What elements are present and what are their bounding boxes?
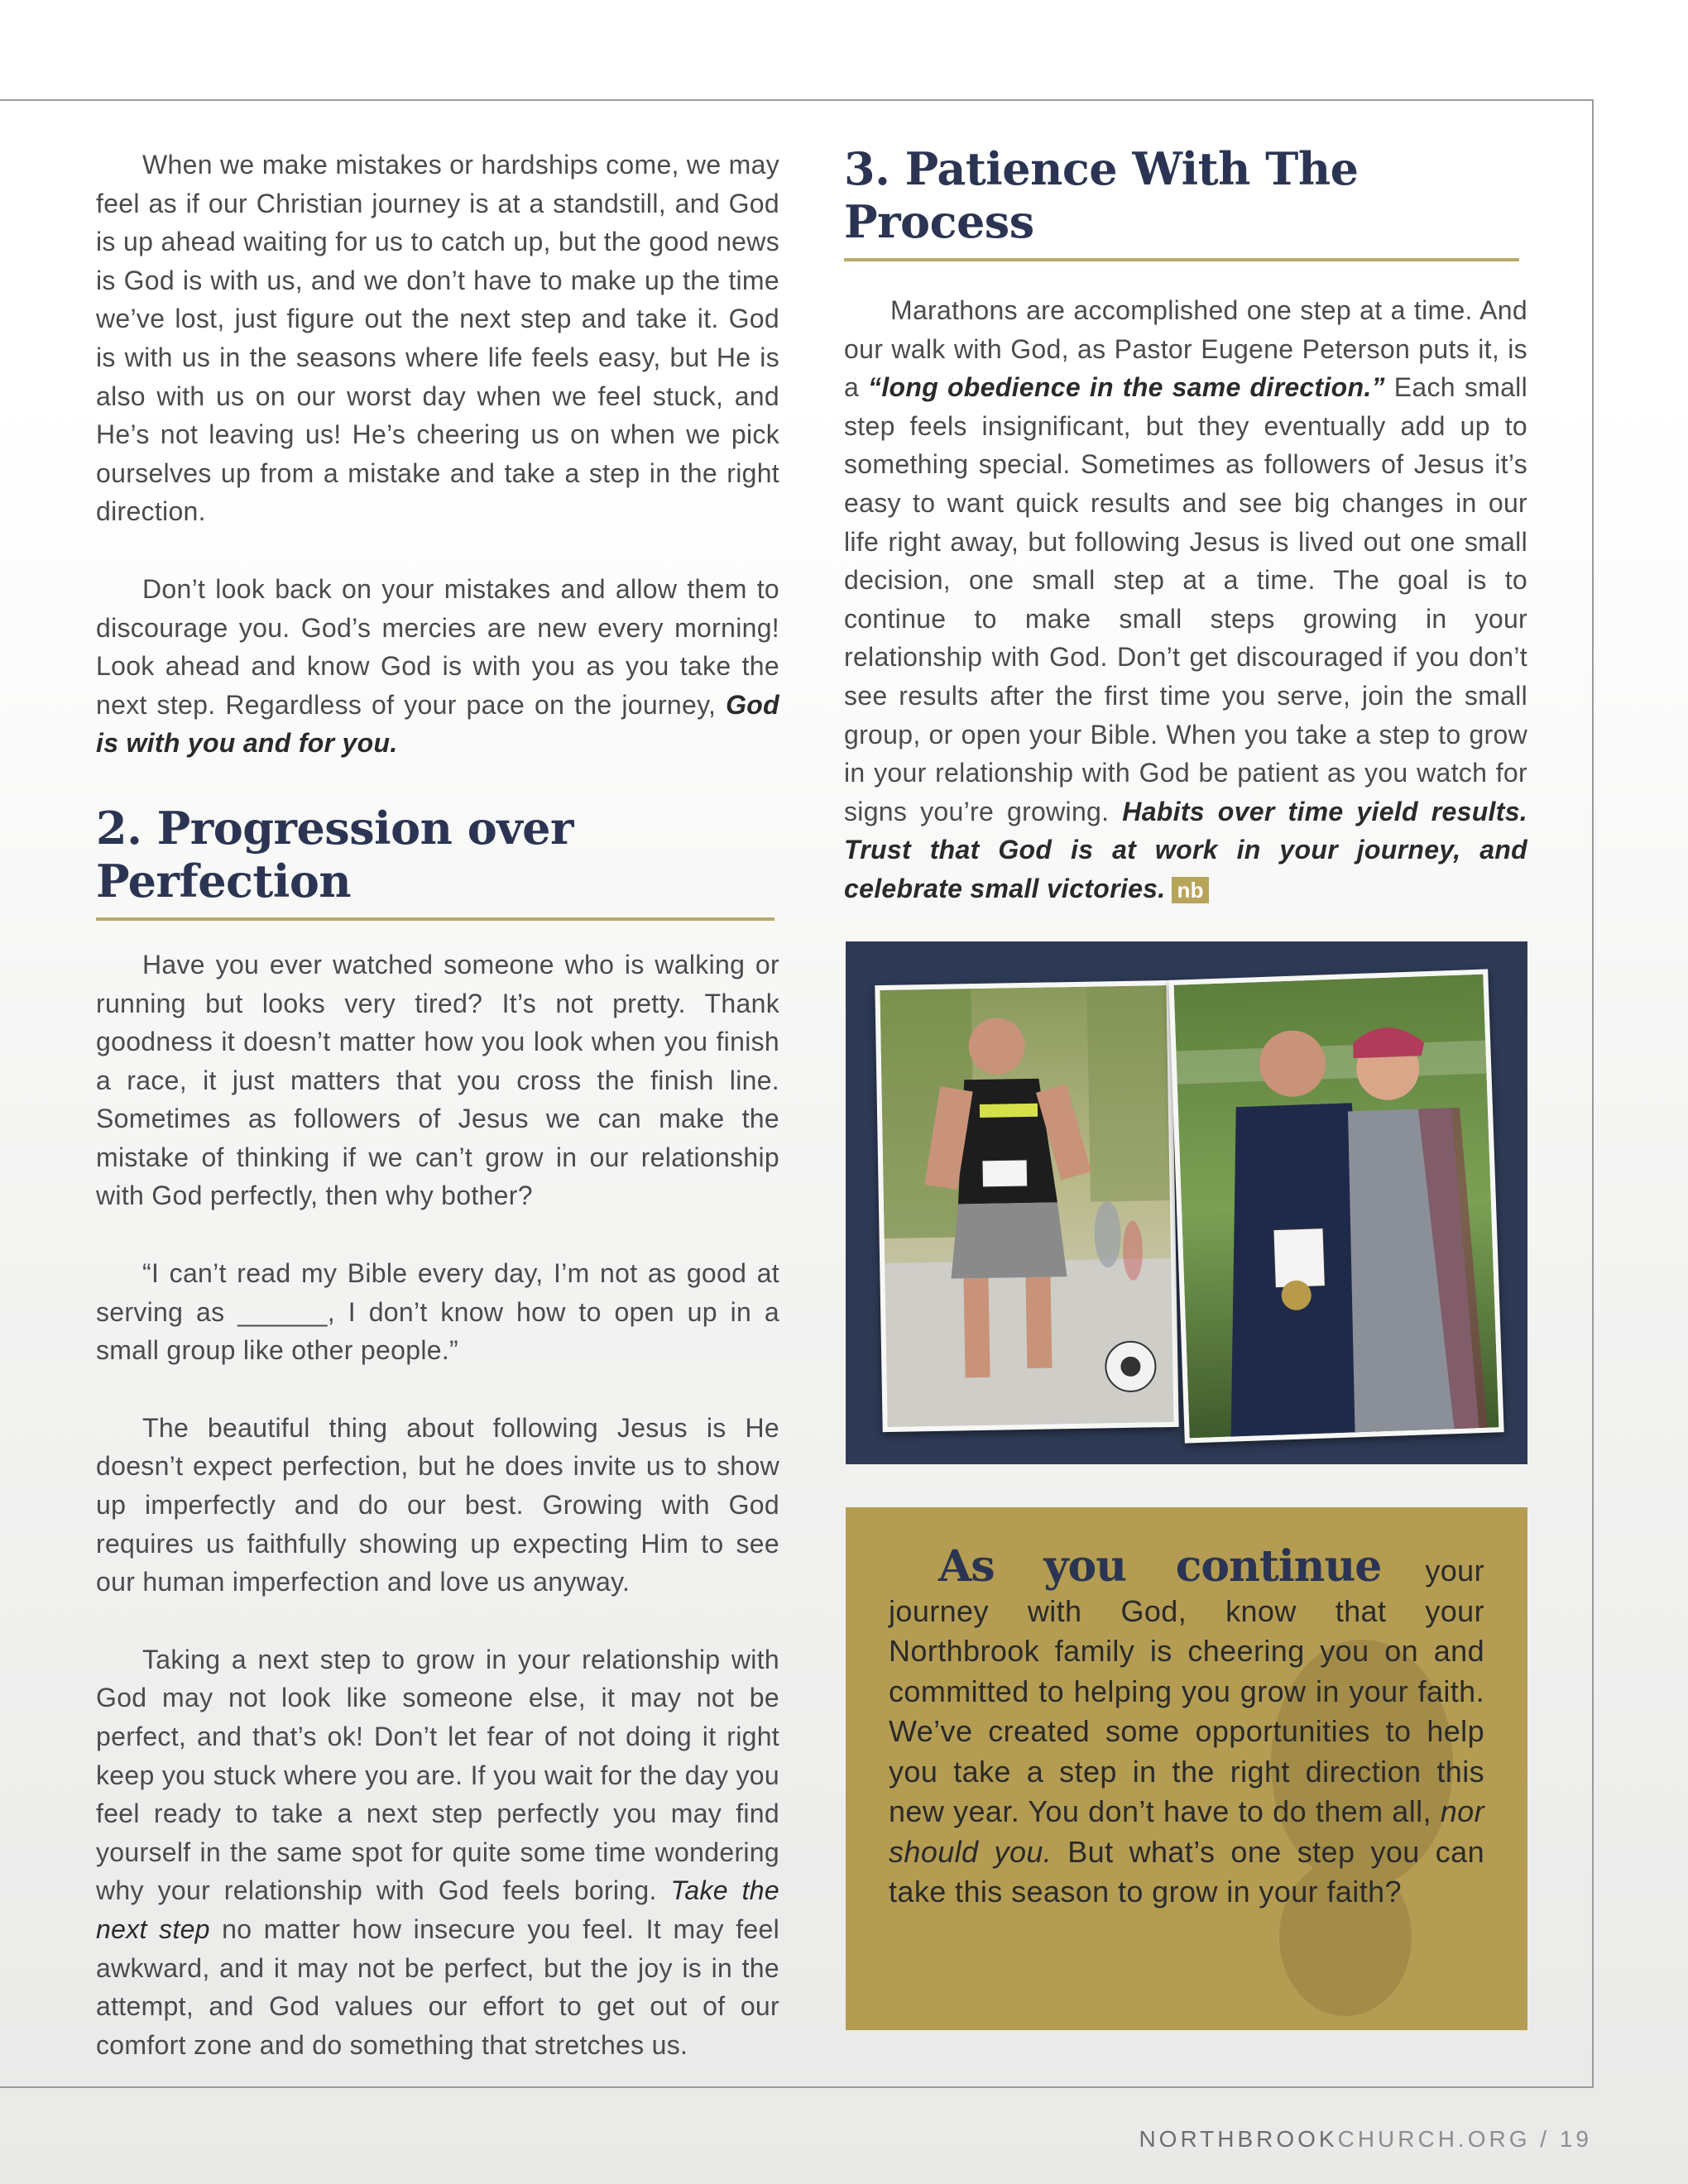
paragraph-quote: “I can’t read my Bible every day, I’m not as good at serving as ______, I don’t know how to open up in a small group like other people.” — [96, 1258, 779, 1366]
page-number: 19 — [1559, 2126, 1592, 2152]
quote-long-obedience: “long obedience in the same direction.” — [868, 372, 1385, 403]
paragraph-mistakes: When we make mistakes or hardships come, we may feel as if our Christian journey is at a standstill, and God is up ahead waiting for us to catch up, but the good news is God is with us, and we don’t have to make up the time we’ve lost, just figure out the next step and take it. God is with us in the seasons where life feels easy, but He is also with us on our worst day when we feel stuck, and He’s not leaving us! He’s cheering us on when we pick ourselves up from a mistake and take a step in the right direction. — [96, 150, 779, 527]
left-column — [96, 146, 779, 2103]
runner-photo-image — [880, 985, 1173, 1427]
paragraph-dont-look-back: Don’t look back on your mistakes and allow them to discourage you. God’s mercies are new every morning! Look ahead and know God is with you as you take the next step. Regardless of your pace on the journey, God is with you and for you. — [96, 573, 779, 759]
footer-site-bold: NORTHBROOK — [1139, 2126, 1338, 2152]
callout-lead: As you continue — [938, 1541, 1382, 1592]
runner-photo — [875, 980, 1178, 1432]
section-heading-progression: 2. Progression over Perfection — [96, 802, 774, 921]
callout-emphasis: nor should you. — [889, 1794, 1484, 1869]
nb-end-mark: nb — [1172, 877, 1208, 903]
couple-photo-image — [1174, 975, 1499, 1439]
page-frame-right — [1592, 99, 1594, 2088]
emphasis-habits: Habits over time yield results. Trust that God is at work in your journey, and celebrate small victories. — [844, 796, 1527, 903]
page-footer — [1139, 2126, 1592, 2153]
page-frame-top — [0, 99, 1594, 101]
photo-panel — [846, 941, 1527, 1464]
section-heading-patience: 3. Patience With The Process — [844, 142, 1519, 261]
section-heading-3-wrap — [844, 142, 1519, 261]
footer-site-rest: CHURCH.ORG — [1337, 2126, 1531, 2152]
paragraph-next-step: Taking a next step to grow in your relationship with God may not look like someone else, it may not be perfect, and that’s ok! Don’t let fear of not doing it right keep you stuck where you are. If you wait for the day you feel ready to take a next step perfectly you may find yourself in the same spot for quite some time wondering why your relationship with God feels boring. Take the next step no matter how insecure you feel. It may feel awkward, and it may not be perfect, but the joy is in the attempt, and God values our effort to get out of our comfort zone and do something that stretches us. — [96, 1644, 780, 2060]
emphasis-god-with-you: God is with you and for you. — [96, 689, 779, 759]
paragraph-marathons: Marathons are accomplished one step at a time. And our walk with God, as Pastor Eugene Peterson puts it, is a “long obedience in the same direction.” Each small step feels insignificant, but they eventually add up to something special. Sometimes as followers of Jesus it’s easy to want quick results and see big changes in our life right away, but following Jesus is lived out one small decision, one small step at a time. The goal is to continue to make small steps growing in your relationship with God. Don’t get discouraged if you don’t see results after the first time you serve, join the small group, or open your Bible. When you take a step to grow in your relationship with God be patient as you watch for signs you’re growing. Habits over time yield results. Trust that God is at work in your journey, and celebrate small victories. nb — [844, 295, 1527, 903]
callout-text: As you continue your journey with God, know that your Northbrook family is cheering you on and committed to helping you grow in your faith. We’ve created some opportunities to help you take a step in the right direction this new year. You don’t have to do them all, nor should you. But what’s one step you can take this season to grow in your faith? — [889, 1541, 1485, 1909]
footer-separator: / — [1540, 2126, 1551, 2152]
emphasis-take-next-step: Take the next step — [96, 1875, 779, 1944]
callout-box — [846, 1507, 1527, 2030]
section-heading-2-wrap — [96, 802, 774, 921]
paragraph-watched-someone: Have you ever watched someone who is walking or running but looks very tired? It’s not pretty. Thank goodness it doesn’t matter how you look when you finish a race, it just matters that you cross the finish line. Sometimes as followers of Jesus we can make the mistake of thinking if we can’t grow in our relationship with God perfectly, then why bother? — [96, 949, 779, 1211]
right-column — [844, 142, 1527, 947]
paragraph-beautiful-thing: The beautiful thing about following Jesus is He doesn’t expect perfection, but he does invite us to show up imperfectly and do our best. Growing with God requires us faithfully showing up expecting Him to see our human imperfection and love us anyway. — [96, 1412, 779, 1597]
couple-photo — [1168, 969, 1503, 1443]
